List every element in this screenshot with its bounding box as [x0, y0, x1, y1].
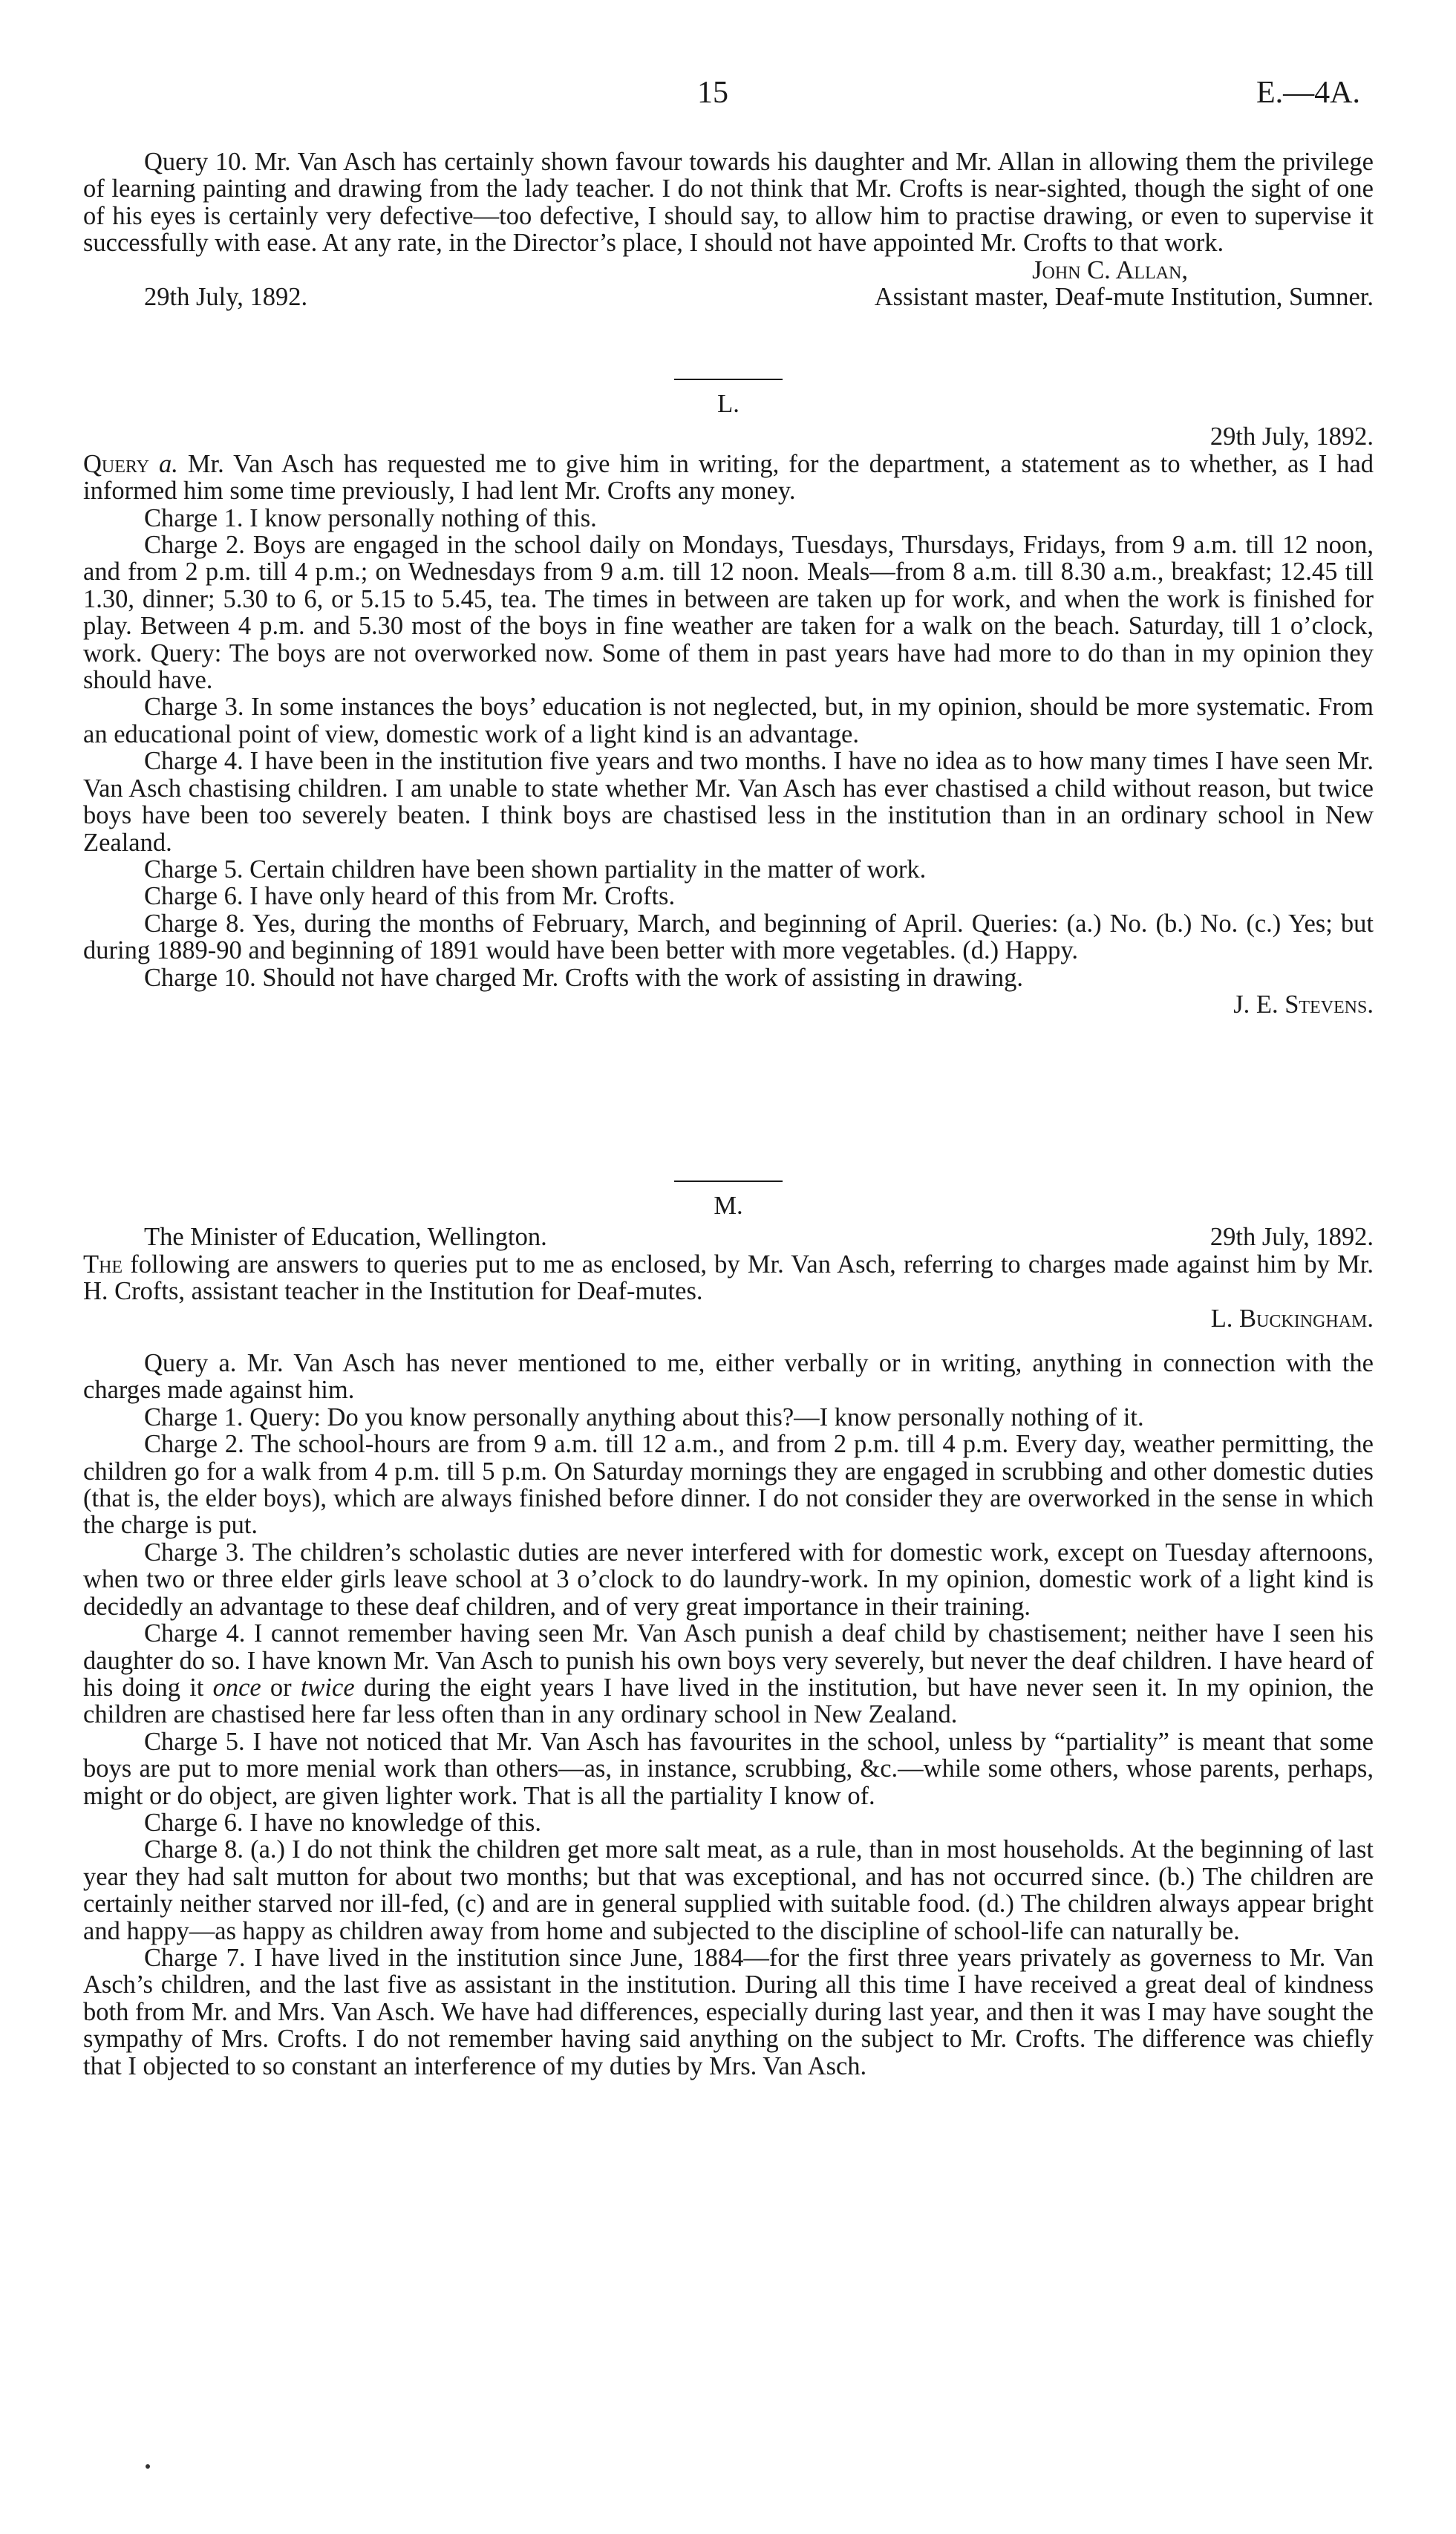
section-l-charge-8: Charge 8. Yes, during the months of February, March, and beginning of April. Queries: (a.) No. (b.) No. (c.) Yes; but during 1889-90 and beginning of 1891 would have been better with more vegetables. (d.) Happy.	[83, 909, 1374, 965]
allan-signoff-row	[83, 284, 1374, 310]
section-m-heading: M.	[714, 1192, 743, 1220]
charge-4-text-b: during the eight years I have lived in the institution, but have never seen it. In my opinion, the children are chastised here far less often than in any ordinary school in New Zealand.	[83, 1673, 1374, 1729]
section-m-charge-1: Charge 1. Query: Do you know personally anything about this?—I know personally nothing of it.	[144, 1402, 1144, 1431]
section-m-charge-2: Charge 2. The school-hours are from 9 a.m. till 12 a.m., and from 2 p.m. till 4 p.m. Every day, weather permitting, the children go for a walk from 4 p.m. till 5 p.m. On Saturday mornings they are engaged in scrubbing and other domestic duties (that is, the elder boys), which are always finished before dinner. I do not consider they are overworked in the sense in which the charge is put.	[83, 1430, 1374, 1540]
section-divider	[674, 379, 783, 380]
section-m-charge-6: Charge 6. I have no knowledge of this.	[144, 1808, 541, 1837]
section-m-signature: L. Buckingham.	[1210, 1304, 1374, 1333]
query-letter: a.	[158, 449, 178, 478]
charge-4-emphasis-twice: twice	[300, 1673, 355, 1702]
section-m-address-row	[83, 1224, 1374, 1250]
page-number: 15	[697, 76, 728, 110]
section-m-charge-8: Charge 8. (a.) I do not think the children get more salt meat, as a rule, than in most households. At the beginning of last year they had salt mutton for about two months; but that was exceptional, and has not occurred since. (b.) The children are certainly neither starved nor ill-fed, (c) and are in general supplied with suitable food. (d.) The children always appear bright and happy—as happy as children away from home and subjected to the discipline of school-life can naturally be.	[83, 1835, 1374, 1945]
intro-text: following are answers to queries put to me as enclosed, by Mr. Van Asch, referring to charges made against him by Mr. H. Crofts, assistant teacher in the Institution for Deaf-mutes.	[83, 1250, 1374, 1306]
allan-title: Assistant master, Deaf-mute Institution, Sumner.	[874, 283, 1374, 312]
section-l-charge-5: Charge 5. Certain children have been shown partiality in the matter of work.	[144, 855, 927, 884]
section-l-charge-1: Charge 1. I know personally nothing of this.	[144, 503, 597, 532]
section-l-charge-3: Charge 3. In some instances the boys’ education is not neglected, but, in my opinion, should be more systematic. From an educational point of view, domestic work of a light kind is an advantage.	[83, 693, 1374, 748]
section-l	[83, 379, 1374, 1018]
section-l-query-a	[83, 451, 1374, 505]
section-m-charge-7: Charge 7. I have lived in the institution since June, 1884—for the first three years privately as governess to Mr. Van Asch’s children, and the last five as assistant in the institution. During all this time I have received a great deal of kindness both from Mr. and Mrs. Van Asch. We have had differences, especially during last year, and then it was I may have sought the sympathy of Mrs. Crofts. I do not remember having said anything on the subject to Mr. Crofts. The difference was chiefly that I objected to so constant an interference of my duties by Mrs. Van Asch.	[83, 1943, 1374, 2080]
allan-date: 29th July, 1892.	[144, 283, 308, 312]
allan-statement	[83, 148, 1374, 310]
stray-mark	[146, 2464, 150, 2469]
section-m-date: 29th July, 1892.	[1209, 1223, 1374, 1252]
series-code: E.—4A.	[1256, 76, 1360, 110]
section-m-charge-5: Charge 5. I have not noticed that Mr. Van Asch has favourites in the school, unless by “partiality” is meant that some boys are put to more menial work than others—as, in instance, scrubbing, &c.—while some others, whose parents, perhaps, might or do object, are given lighter work. That is all the partiality I know of.	[83, 1727, 1374, 1810]
intro-lead: The	[83, 1250, 123, 1279]
section-m-addressee: The Minister of Education, Wellington.	[144, 1223, 547, 1252]
section-l-charge-6: Charge 6. I have only heard of this from Mr. Crofts.	[144, 882, 676, 911]
allan-query-10: Query 10. Mr. Van Asch has certainly shown favour towards his daughter and Mr. Allan in allowing them the privilege of learning painting and drawing from the lady teacher. I do not think that Mr. Crofts is near-sighted, though the sight of one of his eyes is certainly very defective—too defective, I should say, to allow him to practise drawing, or even to supervise it successfully with ease. At any rate, in the Director’s place, I should not have appointed Mr. Crofts to that work.	[83, 148, 1374, 258]
charge-4-text-a: Charge 4. I cannot remember having seen Mr. Van Asch punish a deaf child by chastisement; neither have I seen his daughter do so. I have known Mr. Van Asch to punish his own boys very severely, but never the deaf children. I have heard of his doing it	[83, 1619, 1374, 1702]
section-l-charge-4: Charge 4. I have been in the institution five years and two months. I have no idea as to how many times I have seen Mr. Van Asch chastising children. I am unable to state whether Mr. Van Asch has ever chastised a child without reason, but twice boys have been too severely beaten. I think boys are chastised less in the institution than in an ordinary school in New Zealand.	[83, 747, 1374, 857]
section-divider	[674, 1181, 783, 1182]
section-m-intro	[83, 1251, 1374, 1305]
charge-4-emphasis-once: once	[212, 1673, 261, 1702]
allan-signature: John C. Allan,	[1032, 255, 1188, 284]
query-a-text: Mr. Van Asch has requested me to give him in writing, for the department, a statement as to whether, as I had informed him some time previously, I had lent Mr. Crofts any money.	[83, 449, 1374, 506]
section-m	[83, 1181, 1374, 2080]
charge-4-or: or	[270, 1673, 292, 1702]
section-l-heading: L.	[717, 390, 740, 418]
section-l-charge-2: Charge 2. Boys are engaged in the school daily on Mondays, Tuesdays, Thursdays, Fridays, from 9 a.m. till 12 noon, and from 2 p.m. till 4 p.m.; on Wednesdays from 9 a.m. till 12 noon. Meals—from 8 a.m. till 8.30 a.m., breakfast; 12.45 till 1.30, dinner; 5.30 to 6, or 5.15 to 5.45, tea. The times in between are taken up for work, and when the work is finished for play. Between 4 p.m. and 5.30 most of the boys in fine weather are taken for a walk on the beach. Saturday, till 1 o’clock, work. Query: The boys are not overworked now. Some of them in past years have had more to do than in my opinion they should have.	[83, 531, 1374, 695]
section-m-charge-3: Charge 3. The children’s scholastic duties are never interfered with for domestic work, except on Tuesday afternoons, when two or three elder girls leave school at 3 o’clock to do laundry-work. In my opinion, domestic work of a light kind is decidedly an advantage to these deaf children, and of very great importance in their training.	[83, 1538, 1374, 1621]
section-m-query-a: Query a. Mr. Van Asch has never mentioned to me, either verbally or in writing, anything in connection with the charges made against him.	[83, 1349, 1374, 1405]
query-lead: Query	[83, 449, 149, 478]
section-l-date: 29th July, 1892.	[1209, 422, 1374, 451]
section-l-charge-10: Charge 10. Should not have charged Mr. Crofts with the work of assisting in drawing.	[144, 963, 1024, 992]
section-l-signature: J. E. Stevens.	[1233, 990, 1374, 1019]
section-m-charge-4	[83, 1620, 1374, 1728]
